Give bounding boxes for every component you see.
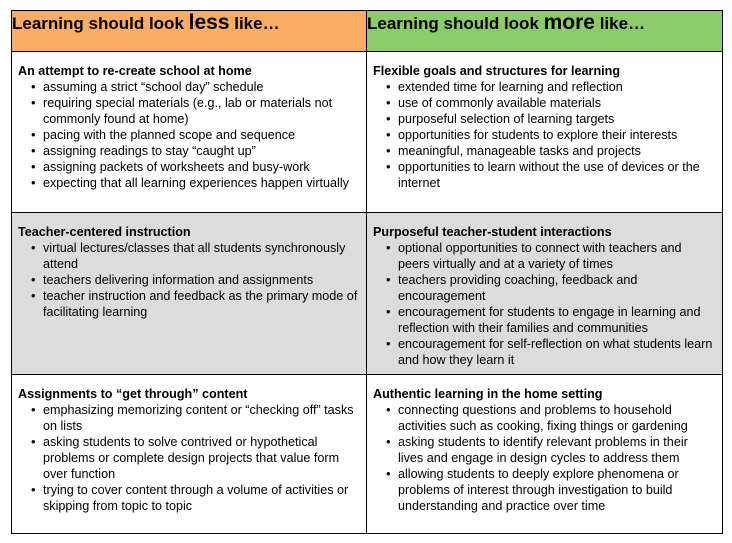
list-item: • teachers providing coaching, feedback and encouragement (386, 272, 716, 304)
header-row (12, 11, 723, 52)
list-item: • assigning packets of worksheets and busy-work (31, 159, 360, 175)
cell-title: Assignments to “get through” content (18, 387, 248, 401)
cell-title: Authentic learning in the home setting (373, 387, 603, 401)
list-item: • opportunities to learn without the use of devices or the internet (386, 159, 716, 191)
more-header-emphasis: more (543, 11, 595, 34)
cell-title: An attempt to re-create school at home (18, 64, 252, 78)
table-row (12, 375, 723, 534)
table-row (12, 213, 723, 375)
bullet-list (373, 402, 716, 514)
less-header-prefix: Learning should look (12, 14, 189, 33)
bullet-list (373, 240, 716, 368)
list-item: • asking students to solve contrived or hypothetical problems or complete design projects that value form over function (31, 434, 360, 482)
table-row (12, 52, 723, 213)
more-cell (367, 52, 723, 213)
list-item: • assigning readings to stay “caught up” (31, 143, 360, 159)
less-cell (12, 52, 367, 213)
list-item: • virtual lectures/classes that all students synchronously attend (31, 240, 360, 272)
more-cell (367, 213, 723, 375)
cell-title: Teacher-centered instruction (18, 225, 191, 239)
more-header-suffix: like… (594, 14, 646, 33)
cell-title: Flexible goals and structures for learning (373, 64, 621, 78)
bullet-list (18, 79, 360, 191)
less-header-suffix: like… (229, 14, 280, 33)
cell-title: Purposeful teacher-student interactions (373, 225, 612, 239)
list-item: • requiring special materials (e.g., lab or materials not commonly found at home) (31, 95, 360, 127)
less-header-emphasis: less (188, 11, 230, 34)
bullet-list (373, 79, 716, 191)
list-item: • encouragement for self-reflection on what students learn and how they learn it (386, 336, 716, 368)
bullet-list (18, 402, 360, 514)
bullet-list (18, 240, 360, 320)
list-item: • use of commonly available materials (386, 95, 716, 111)
list-item: • extended time for learning and reflection (386, 79, 716, 95)
list-item: • connecting questions and problems to household activities such as cooking, fixing things or gardening (386, 402, 716, 434)
list-item: • teachers delivering information and assignments (31, 272, 360, 288)
list-item: • trying to cover content through a volume of activities or skipping from topic to topic (31, 482, 360, 514)
list-item: • emphasizing memorizing content or “checking off” tasks on lists (31, 402, 360, 434)
less-cell (12, 213, 367, 375)
list-item: • expecting that all learning experiences happen virtually (31, 175, 360, 191)
list-item: • teacher instruction and feedback as the primary mode of facilitating learning (31, 288, 360, 320)
list-item: • assuming a strict “school day” schedule (31, 79, 360, 95)
more-cell (367, 375, 723, 534)
more-header (367, 11, 723, 52)
comparison-table (11, 10, 723, 534)
less-cell (12, 375, 367, 534)
less-header (12, 11, 367, 52)
list-item: • optional opportunities to connect with teachers and peers virtually and at a variety of times (386, 240, 716, 272)
list-item: • allowing students to deeply explore phenomena or problems of interest through investigation to build understanding and practice over time (386, 466, 716, 514)
list-item: • meaningful, manageable tasks and projects (386, 143, 716, 159)
list-item: • purposeful selection of learning targets (386, 111, 716, 127)
list-item: • asking students to identify relevant problems in their lives and engage in design cycles to address them (386, 434, 716, 466)
list-item: • encouragement for students to engage in learning and reflection with their families and communities (386, 304, 716, 336)
list-item: • pacing with the planned scope and sequence (31, 127, 360, 143)
more-header-prefix: Learning should look (367, 14, 544, 33)
list-item: • opportunities for students to explore their interests (386, 127, 716, 143)
